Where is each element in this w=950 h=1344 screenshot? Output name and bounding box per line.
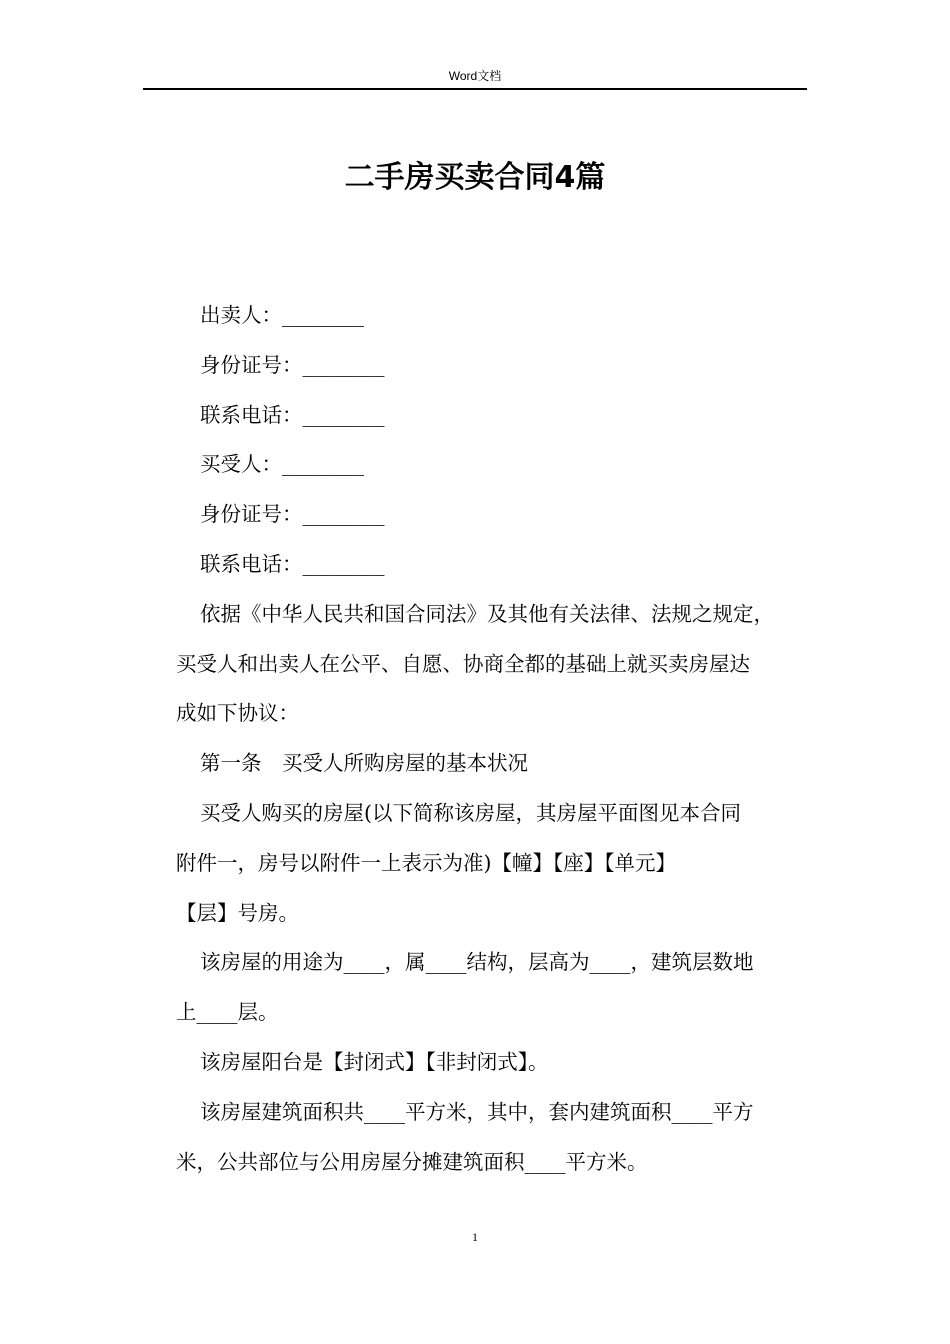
paragraph-line: 联系电话：________ bbox=[200, 402, 385, 427]
paragraph-line: 买受人和出卖人在公平、自愿、协商全都的基础上就买卖房屋达 bbox=[176, 651, 750, 676]
paragraph-line: 附件一，房号以附件一上表示为准)【幢】【座】【单元】 bbox=[176, 850, 676, 875]
paragraph-line: 买受人：________ bbox=[200, 452, 364, 477]
paragraph-line: 该房屋建筑面积共____平方米，其中，套内建筑面积____平方 bbox=[200, 1099, 754, 1124]
document-title: 二手房买卖合同4篇 bbox=[344, 160, 606, 195]
paragraph-line: 成如下协议： bbox=[176, 701, 299, 726]
paragraph-line: 买受人购买的房屋(以下简称该房屋，其房屋平面图见本合同 bbox=[200, 800, 741, 825]
paragraph-line: 依据《中华人民共和国合同法》及其他有关法律、法规之规定， bbox=[200, 601, 774, 626]
paragraph-line: 身份证号：________ bbox=[200, 352, 385, 377]
page-number: 1 bbox=[472, 1230, 478, 1244]
page-header bbox=[143, 68, 807, 90]
paragraph-line: 联系电话：________ bbox=[200, 551, 385, 576]
header-text: Word文档 bbox=[448, 69, 502, 83]
paragraph-line: 【层】号房。 bbox=[176, 900, 299, 925]
paragraph-line: 身份证号：________ bbox=[200, 502, 385, 527]
paragraph-line: 该房屋阳台是【封闭式】【非封闭式】。 bbox=[200, 1049, 549, 1074]
paragraph-line: 该房屋的用途为____，属____结构，层高为____，建筑层数地 bbox=[200, 950, 754, 975]
paragraph-line: 第一条 买受人所购房屋的基本状况 bbox=[200, 751, 528, 776]
document-body bbox=[176, 291, 814, 1187]
paragraph-line: 出卖人：________ bbox=[200, 303, 364, 327]
paragraph-line: 米，公共部位与公用房屋分摊建筑面积____平方米。 bbox=[176, 1149, 648, 1174]
paragraph-line: 上____层。 bbox=[176, 1000, 279, 1025]
